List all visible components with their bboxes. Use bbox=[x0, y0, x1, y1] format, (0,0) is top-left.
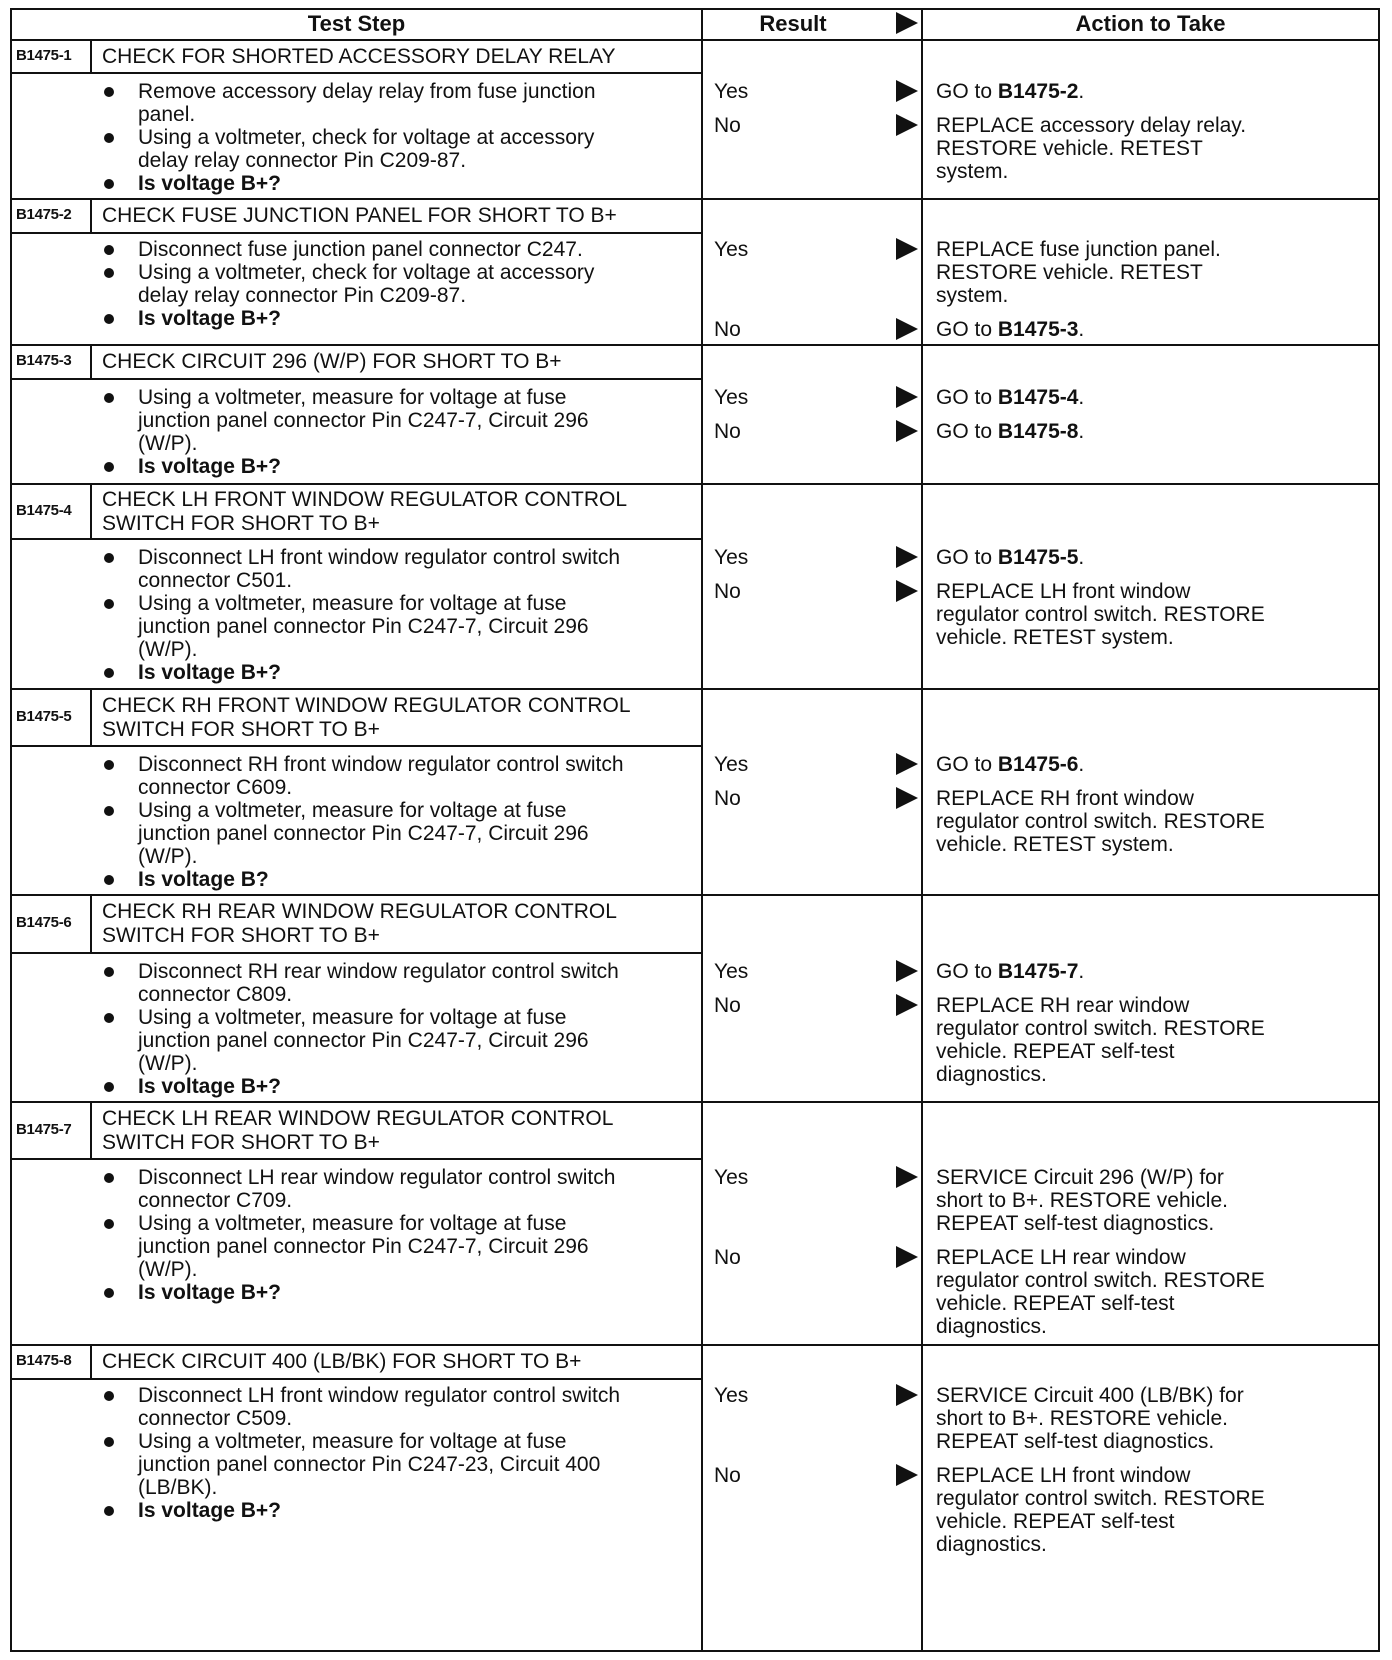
goto-step-ref: B1475-7 bbox=[997, 960, 1079, 983]
result-yes: Yes bbox=[714, 1384, 749, 1407]
step-title-divider bbox=[10, 232, 701, 234]
step-id: B1475-6 bbox=[16, 914, 72, 931]
goto-step-ref: B1475-6 bbox=[997, 753, 1079, 776]
header-action: Action to Take bbox=[1075, 11, 1226, 36]
step-title-line: SWITCH FOR SHORT TO B+ bbox=[102, 924, 380, 947]
result-yes: Yes bbox=[714, 960, 749, 983]
bullet-icon bbox=[104, 1391, 114, 1401]
goto-prefix: GO to bbox=[936, 753, 998, 776]
result-no: No bbox=[714, 580, 741, 603]
question-text: Is voltage B+? bbox=[138, 172, 281, 195]
step-title bbox=[102, 200, 617, 232]
instruction-text: Disconnect LH front window regulator control switch bbox=[138, 546, 621, 569]
bullet-icon bbox=[104, 1288, 114, 1298]
action-text: short to B+. RESTORE vehicle. bbox=[936, 1407, 1228, 1430]
table-border-left bbox=[10, 8, 12, 1652]
instruction-text: connector C509. bbox=[138, 1407, 293, 1430]
step-id: B1475-8 bbox=[16, 1352, 72, 1369]
bullet-icon bbox=[104, 179, 114, 189]
bullet-icon bbox=[104, 1173, 114, 1183]
step-id-divider bbox=[90, 198, 92, 232]
question-text: Is voltage B? bbox=[138, 868, 269, 891]
bullet-icon bbox=[104, 1082, 114, 1092]
result-yes: Yes bbox=[714, 546, 749, 569]
instruction-text: junction panel connector Pin C247-7, Circuit 296 bbox=[138, 822, 589, 845]
bullet-icon bbox=[104, 268, 114, 278]
result-no: No bbox=[714, 420, 741, 443]
instruction-text: Disconnect LH front window regulator control switch bbox=[138, 1384, 621, 1407]
result-no: No bbox=[714, 1246, 741, 1269]
bullet-icon bbox=[104, 462, 114, 472]
table-border-top bbox=[10, 8, 1380, 10]
goto-suffix: . bbox=[1078, 80, 1085, 103]
goto-prefix: GO to bbox=[936, 960, 998, 983]
instruction-text: delay relay connector Pin C209-87. bbox=[138, 149, 467, 172]
instruction-text: Disconnect RH rear window regulator control switch bbox=[138, 960, 619, 983]
instruction-text: Using a voltmeter, check for voltage at accessory bbox=[138, 126, 595, 149]
result-arrow-icon bbox=[896, 238, 918, 260]
result-arrow-icon bbox=[896, 318, 918, 340]
action-text: regulator control switch. RESTORE bbox=[936, 1017, 1265, 1040]
bullet-icon bbox=[104, 1506, 114, 1516]
goto-suffix: . bbox=[1078, 960, 1085, 983]
goto-suffix: . bbox=[1078, 420, 1085, 443]
goto-suffix: . bbox=[1078, 386, 1085, 409]
goto-step-ref: B1475-8 bbox=[997, 420, 1079, 443]
step-title-line: CHECK RH REAR WINDOW REGULATOR CONTROL bbox=[102, 900, 617, 923]
step-id-divider bbox=[90, 1101, 92, 1158]
action-text: REPLACE LH front window bbox=[936, 1464, 1191, 1487]
goto-prefix: GO to bbox=[936, 420, 998, 443]
action-text: vehicle. RETEST system. bbox=[936, 833, 1174, 856]
result-arrow-icon bbox=[896, 787, 918, 809]
goto-step-ref: B1475-4 bbox=[997, 386, 1079, 409]
bullet-icon bbox=[104, 87, 114, 97]
result-arrow-icon bbox=[896, 580, 918, 602]
action-goto bbox=[936, 960, 1084, 984]
step-title-divider bbox=[10, 952, 701, 954]
action-text: system. bbox=[936, 160, 1009, 183]
bullet-icon bbox=[104, 1219, 114, 1229]
result-no: No bbox=[714, 994, 741, 1017]
action-text: vehicle. REPEAT self-test bbox=[936, 1040, 1175, 1063]
column-divider-action bbox=[921, 8, 923, 1652]
header-arrow-icon bbox=[896, 12, 918, 34]
bullet-icon bbox=[104, 245, 114, 255]
instruction-text: junction panel connector Pin C247-7, Circuit 296 bbox=[138, 1029, 589, 1052]
bullet-icon bbox=[104, 599, 114, 609]
instruction-text: (W/P). bbox=[138, 638, 198, 661]
action-text: SERVICE Circuit 296 (W/P) for bbox=[936, 1166, 1224, 1189]
bullet-icon bbox=[104, 760, 114, 770]
step-title bbox=[102, 1103, 613, 1158]
action-text: RESTORE vehicle. RETEST bbox=[936, 261, 1203, 284]
step-id: B1475-7 bbox=[16, 1120, 72, 1138]
action-goto bbox=[936, 386, 1084, 410]
action-text: REPLACE RH front window bbox=[936, 787, 1194, 810]
result-yes: Yes bbox=[714, 80, 749, 103]
result-arrow-icon bbox=[896, 420, 918, 442]
action-text: regulator control switch. RESTORE bbox=[936, 1269, 1265, 1292]
action-text: REPLACE fuse junction panel. bbox=[936, 238, 1221, 261]
instruction-text: (W/P). bbox=[138, 432, 198, 455]
column-divider-result bbox=[701, 8, 703, 1652]
question-text: Is voltage B+? bbox=[138, 1499, 281, 1522]
step-title bbox=[102, 42, 616, 72]
action-text: REPLACE accessory delay relay. bbox=[936, 114, 1247, 137]
action-text: REPEAT self-test diagnostics. bbox=[936, 1212, 1215, 1235]
instruction-text: Remove accessory delay relay from fuse junction bbox=[138, 80, 596, 103]
result-arrow-icon bbox=[896, 960, 918, 982]
instruction-text: connector C501. bbox=[138, 569, 293, 592]
action-goto bbox=[936, 546, 1084, 570]
bullet-icon bbox=[104, 875, 114, 885]
instruction-text: Using a voltmeter, measure for voltage at fuse bbox=[138, 386, 567, 409]
action-text: short to B+. RESTORE vehicle. bbox=[936, 1189, 1228, 1212]
step-id: B1475-2 bbox=[16, 206, 72, 223]
action-text: system. bbox=[936, 284, 1009, 307]
bullet-icon bbox=[104, 806, 114, 816]
goto-suffix: . bbox=[1078, 753, 1085, 776]
question-text: Is voltage B+? bbox=[138, 1281, 281, 1304]
step-title-line: CHECK RH FRONT WINDOW REGULATOR CONTROL bbox=[102, 693, 631, 717]
instruction-text: (W/P). bbox=[138, 845, 198, 868]
result-arrow-icon bbox=[896, 1464, 918, 1486]
step-title bbox=[102, 896, 617, 952]
step-title-line: SWITCH FOR SHORT TO B+ bbox=[102, 1130, 380, 1154]
action-goto bbox=[936, 753, 1084, 777]
action-text: RESTORE vehicle. RETEST bbox=[936, 137, 1203, 160]
diagnostic-table bbox=[10, 8, 1380, 1652]
action-text: REPLACE LH front window bbox=[936, 580, 1191, 603]
action-text: diagnostics. bbox=[936, 1315, 1047, 1338]
bullet-icon bbox=[104, 967, 114, 977]
goto-prefix: GO to bbox=[936, 546, 998, 569]
step-id: B1475-1 bbox=[16, 47, 72, 64]
instruction-text: Using a voltmeter, measure for voltage at fuse bbox=[138, 799, 567, 822]
step-title-divider bbox=[10, 538, 701, 540]
bullet-icon bbox=[104, 553, 114, 563]
step-id-divider bbox=[90, 688, 92, 745]
result-no: No bbox=[714, 318, 741, 341]
table-border-bottom bbox=[10, 1650, 1380, 1652]
action-text: REPEAT self-test diagnostics. bbox=[936, 1430, 1215, 1453]
bullet-icon bbox=[104, 1013, 114, 1023]
result-no: No bbox=[714, 114, 741, 137]
step-title-line: CHECK CIRCUIT 296 (W/P) FOR SHORT TO B+ bbox=[102, 350, 562, 373]
step-title-line: CHECK LH FRONT WINDOW REGULATOR CONTROL bbox=[102, 487, 628, 511]
result-arrow-icon bbox=[896, 546, 918, 568]
step-title-divider bbox=[10, 72, 701, 74]
goto-step-ref: B1475-5 bbox=[997, 546, 1079, 569]
question-text: Is voltage B+? bbox=[138, 1075, 281, 1098]
instruction-text: Using a voltmeter, measure for voltage at fuse bbox=[138, 592, 567, 615]
instruction-text: Using a voltmeter, measure for voltage at fuse bbox=[138, 1212, 567, 1235]
goto-prefix: GO to bbox=[936, 386, 998, 409]
step-title-line: CHECK CIRCUIT 400 (LB/BK) FOR SHORT TO B+ bbox=[102, 1350, 582, 1373]
step-id: B1475-3 bbox=[16, 352, 72, 369]
step-title-line: CHECK FOR SHORTED ACCESSORY DELAY RELAY bbox=[102, 45, 616, 68]
bullet-icon bbox=[104, 133, 114, 143]
action-goto bbox=[936, 420, 1084, 444]
result-arrow-icon bbox=[896, 386, 918, 408]
step-title bbox=[102, 1346, 581, 1378]
instruction-text: junction panel connector Pin C247-7, Circuit 296 bbox=[138, 409, 589, 432]
step-id: B1475-4 bbox=[16, 501, 72, 519]
bullet-icon bbox=[104, 668, 114, 678]
step-title bbox=[102, 485, 627, 538]
header-test-step: Test Step bbox=[307, 11, 406, 36]
result-arrow-icon bbox=[896, 994, 918, 1016]
header-result: Result bbox=[759, 11, 827, 36]
result-arrow-icon bbox=[896, 114, 918, 136]
goto-prefix: GO to bbox=[936, 80, 998, 103]
step-title bbox=[102, 690, 631, 745]
action-text: SERVICE Circuit 400 (LB/BK) for bbox=[936, 1384, 1244, 1407]
result-arrow-icon bbox=[896, 80, 918, 102]
step-title-divider bbox=[10, 1378, 701, 1380]
action-text: diagnostics. bbox=[936, 1063, 1047, 1086]
goto-step-ref: B1475-3 bbox=[997, 318, 1079, 341]
goto-prefix: GO to bbox=[936, 318, 998, 341]
question-text: Is voltage B+? bbox=[138, 661, 281, 684]
instruction-text: Using a voltmeter, measure for voltage at fuse bbox=[138, 1430, 567, 1453]
action-text: vehicle. RETEST system. bbox=[936, 626, 1174, 649]
instruction-text: junction panel connector Pin C247-7, Circuit 296 bbox=[138, 1235, 589, 1258]
instruction-text: Using a voltmeter, check for voltage at accessory bbox=[138, 261, 595, 284]
instruction-text: junction panel connector Pin C247-7, Circuit 296 bbox=[138, 615, 589, 638]
step-title-line: CHECK FUSE JUNCTION PANEL FOR SHORT TO B+ bbox=[102, 204, 617, 227]
question-text: Is voltage B+? bbox=[138, 455, 281, 478]
instruction-text: connector C809. bbox=[138, 983, 293, 1006]
action-text: REPLACE RH rear window bbox=[936, 994, 1190, 1017]
result-arrow-icon bbox=[896, 1246, 918, 1268]
instruction-text: Disconnect RH front window regulator control switch bbox=[138, 753, 624, 776]
instruction-text: connector C709. bbox=[138, 1189, 293, 1212]
instruction-text: panel. bbox=[138, 103, 196, 126]
action-text: regulator control switch. RESTORE bbox=[936, 1487, 1265, 1510]
action-text: vehicle. REPEAT self-test bbox=[936, 1292, 1175, 1315]
instruction-text: connector C609. bbox=[138, 776, 293, 799]
step-title-line: SWITCH FOR SHORT TO B+ bbox=[102, 717, 380, 741]
instruction-text: delay relay connector Pin C209-87. bbox=[138, 284, 467, 307]
step-id-divider bbox=[90, 894, 92, 952]
bullet-icon bbox=[104, 393, 114, 403]
action-text: regulator control switch. RESTORE bbox=[936, 603, 1265, 626]
result-yes: Yes bbox=[714, 1166, 749, 1189]
step-title-divider bbox=[10, 378, 701, 380]
result-yes: Yes bbox=[714, 753, 749, 776]
result-arrow-icon bbox=[896, 753, 918, 775]
step-title-line: SWITCH FOR SHORT TO B+ bbox=[102, 511, 380, 535]
instruction-text: Disconnect fuse junction panel connector C247. bbox=[138, 238, 583, 261]
instruction-text: Disconnect LH rear window regulator control switch bbox=[138, 1166, 616, 1189]
goto-suffix: . bbox=[1078, 546, 1085, 569]
action-text: regulator control switch. RESTORE bbox=[936, 810, 1265, 833]
instruction-text: junction panel connector Pin C247-23, Circuit 400 bbox=[138, 1453, 601, 1476]
goto-suffix: . bbox=[1078, 318, 1085, 341]
step-id-divider bbox=[90, 483, 92, 538]
instruction-text: (W/P). bbox=[138, 1258, 198, 1281]
result-yes: Yes bbox=[714, 386, 749, 409]
result-arrow-icon bbox=[896, 1384, 918, 1406]
result-arrow-icon bbox=[896, 1166, 918, 1188]
goto-step-ref: B1475-2 bbox=[997, 80, 1079, 103]
result-no: No bbox=[714, 1464, 741, 1487]
step-title-line: CHECK LH REAR WINDOW REGULATOR CONTROL bbox=[102, 1106, 614, 1130]
instruction-text: Using a voltmeter, measure for voltage at fuse bbox=[138, 1006, 567, 1029]
step-title bbox=[102, 346, 562, 378]
question-text: Is voltage B+? bbox=[138, 307, 281, 330]
step-id-divider bbox=[90, 1344, 92, 1378]
instruction-text: (W/P). bbox=[138, 1052, 198, 1075]
step-id-divider bbox=[90, 344, 92, 378]
step-title-divider bbox=[10, 1158, 701, 1160]
bullet-icon bbox=[104, 1437, 114, 1447]
result-yes: Yes bbox=[714, 238, 749, 261]
action-goto bbox=[936, 80, 1084, 104]
table-border-right bbox=[1378, 8, 1380, 1652]
step-id: B1475-5 bbox=[16, 707, 72, 725]
action-text: vehicle. REPEAT self-test bbox=[936, 1510, 1175, 1533]
step-id-divider bbox=[90, 40, 92, 72]
result-no: No bbox=[714, 787, 741, 810]
action-text: REPLACE LH rear window bbox=[936, 1246, 1186, 1269]
action-text: diagnostics. bbox=[936, 1533, 1047, 1556]
action-goto bbox=[936, 318, 1084, 342]
bullet-icon bbox=[104, 314, 114, 324]
instruction-text: (LB/BK). bbox=[138, 1476, 218, 1499]
header-divider bbox=[10, 39, 1380, 41]
step-title-divider bbox=[10, 745, 701, 747]
